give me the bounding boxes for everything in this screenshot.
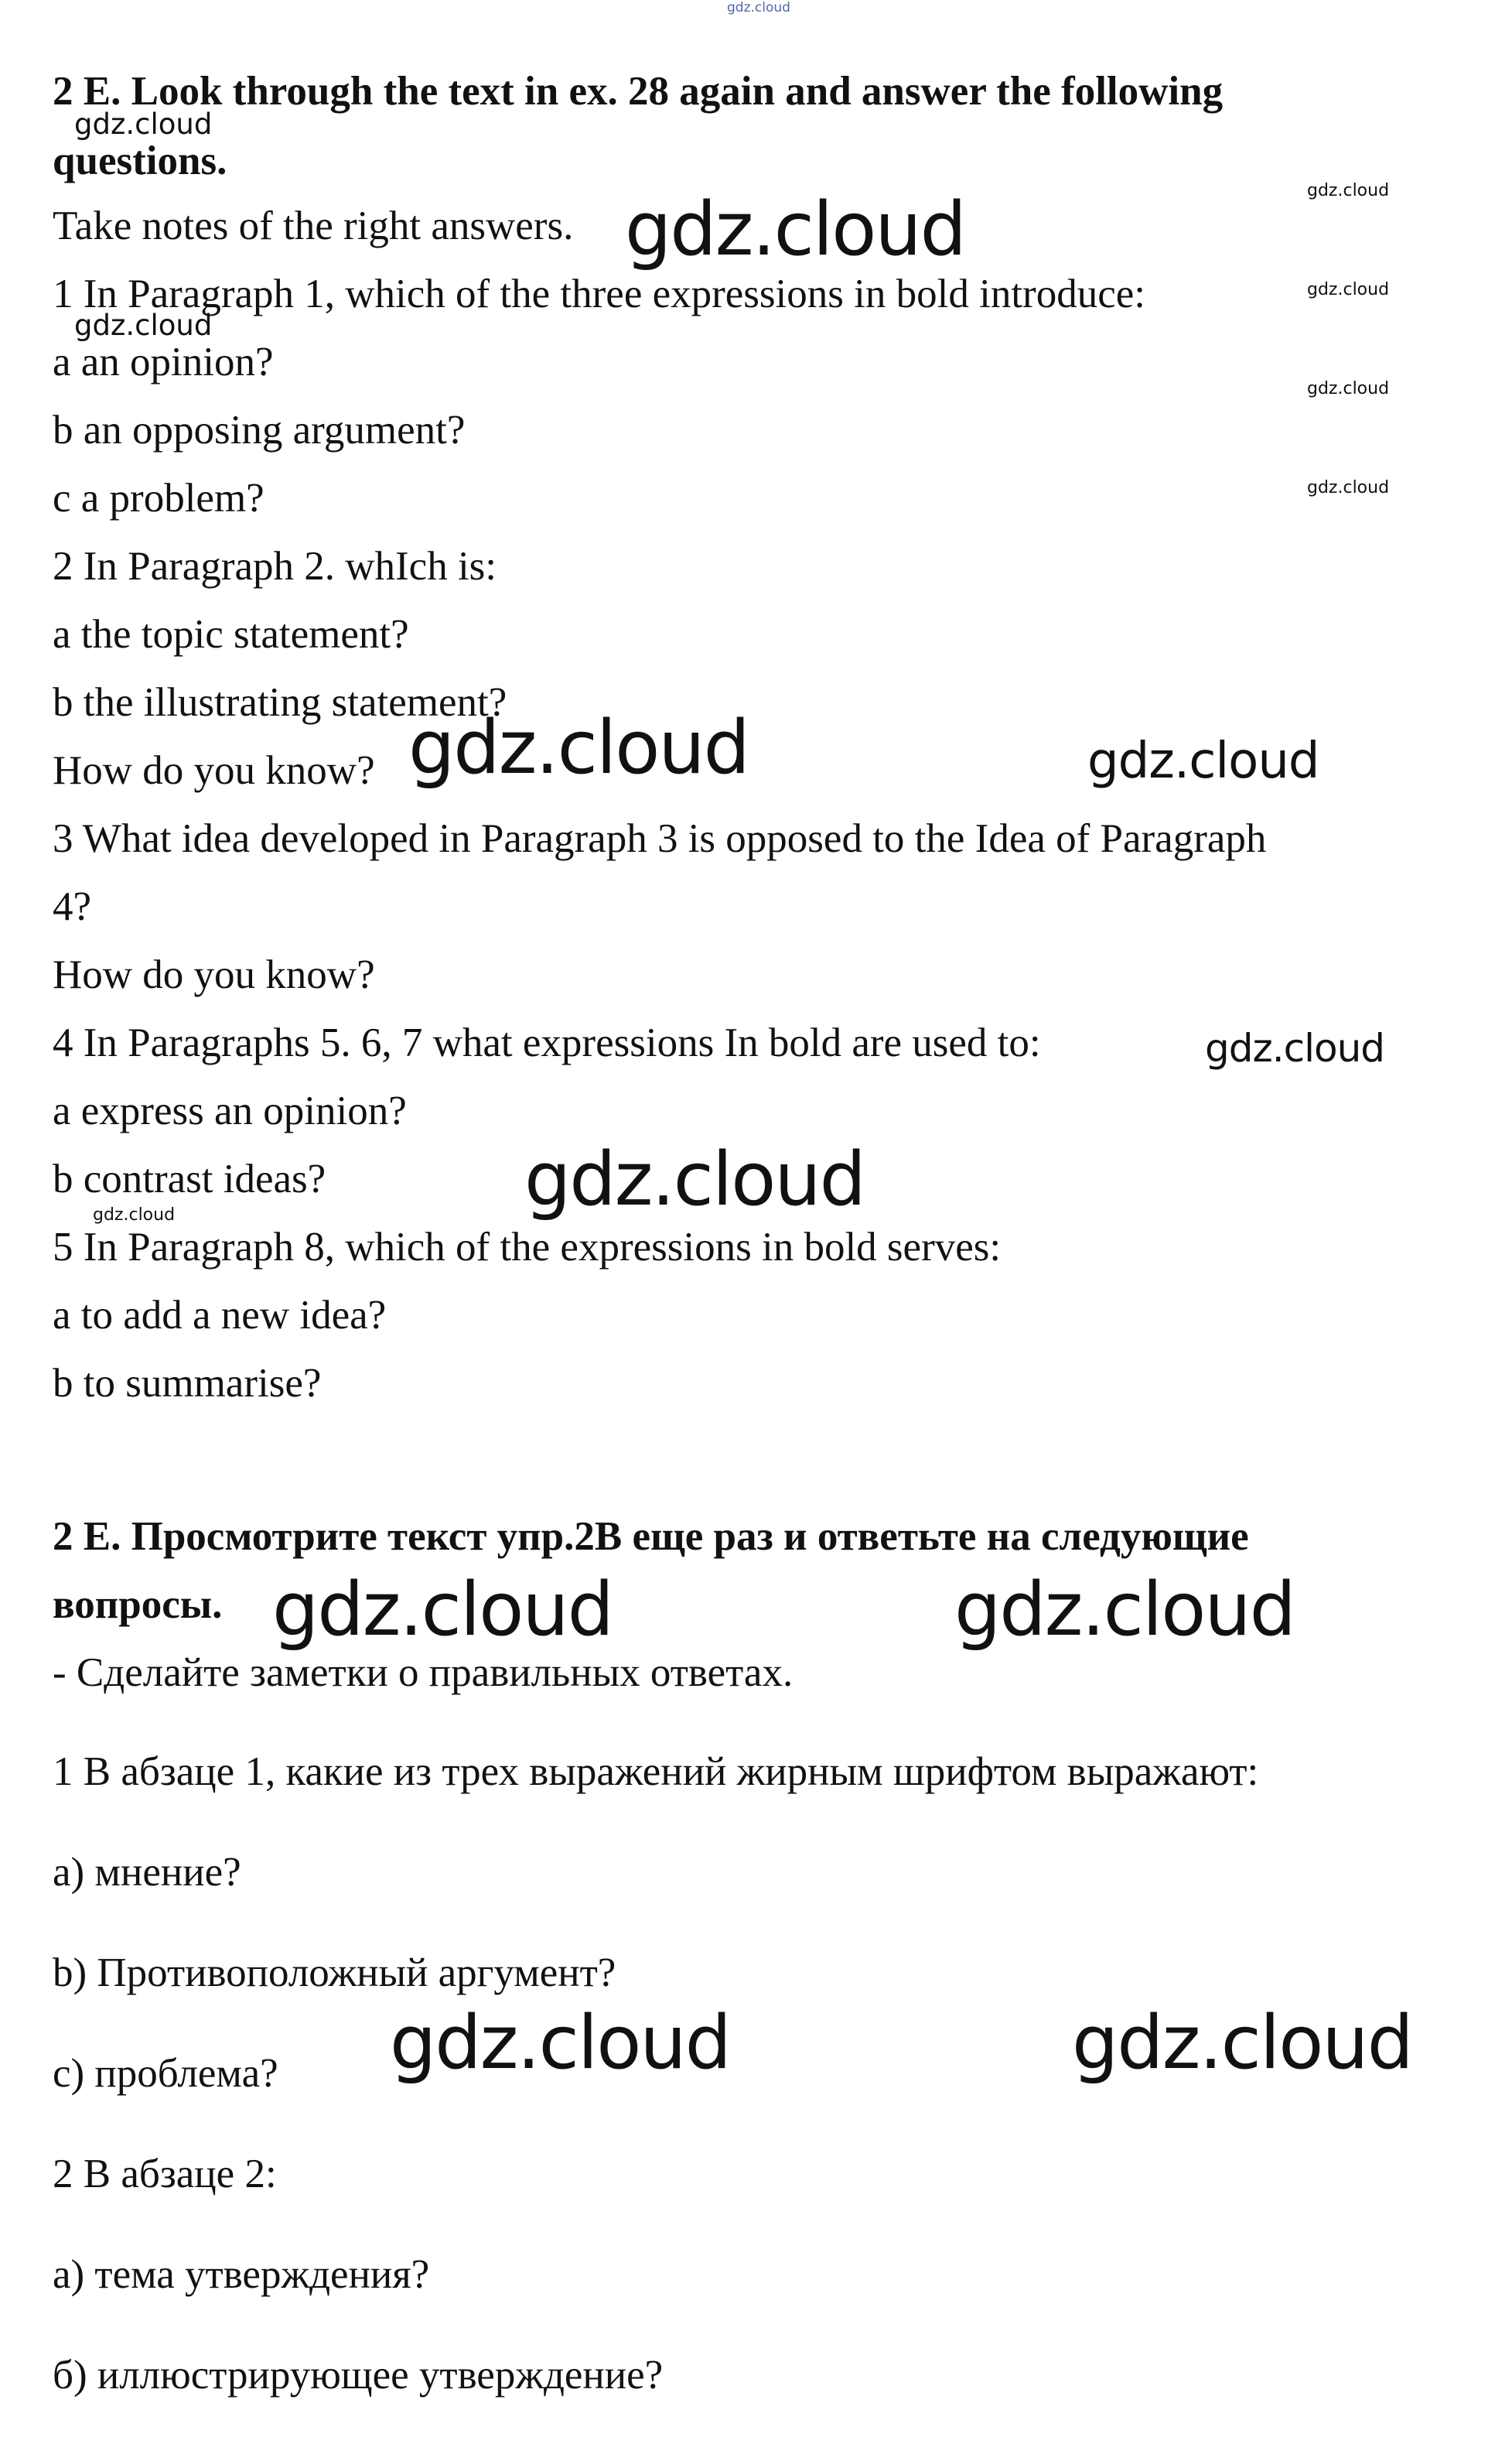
russian-line: 1 В абзаце 1, какие из трех выражений жирным шрифтом выражают: xyxy=(53,1749,1259,1794)
watermark: gdz.cloud xyxy=(1307,478,1390,497)
english-line: How do you know? xyxy=(53,952,375,997)
watermark: gdz.cloud xyxy=(74,309,213,342)
english-line: How do you know? xyxy=(53,748,375,793)
russian-line: а) тема утверждения? xyxy=(53,2252,430,2297)
watermark: gdz.cloud xyxy=(1205,1026,1385,1071)
english-line: a an opinion? xyxy=(53,340,274,385)
watermark: gdz.cloud xyxy=(1072,2001,1412,2086)
watermark: gdz.cloud xyxy=(1307,379,1390,398)
russian-heading-line-2: вопросы. xyxy=(53,1582,223,1627)
russian-heading-line-1: 2 E. Просмотрите текст упр.2В еще раз и ответьте на следующие xyxy=(53,1514,1249,1559)
watermark: gdz.cloud xyxy=(408,706,749,791)
english-line: a express an opinion? xyxy=(53,1089,407,1133)
english-line: 4 In Paragraphs 5. 6, 7 what expressions In bold are used to: xyxy=(53,1020,1041,1065)
english-line: a the topic statement? xyxy=(53,612,409,657)
watermark: gdz.cloud xyxy=(74,108,213,141)
english-heading-line-1: 2 E. Look through the text in ex. 28 again and answer the following xyxy=(53,69,1224,114)
watermark: gdz.cloud xyxy=(954,1567,1295,1653)
english-line: 2 In Paragraph 2. whIch is: xyxy=(53,544,497,589)
watermark-top: gdz.cloud xyxy=(727,0,790,15)
english-heading-line-2: questions. xyxy=(53,138,227,183)
watermark: gdz.cloud xyxy=(93,1205,176,1225)
english-line: Take notes of the right answers. xyxy=(53,203,574,248)
russian-line: с) проблема? xyxy=(53,2051,278,2096)
watermark: gdz.cloud xyxy=(524,1137,865,1222)
russian-line: 2 В абзаце 2: xyxy=(53,2152,277,2196)
english-line: b to summarise? xyxy=(53,1361,322,1406)
russian-line: b) Противоположный аргумент? xyxy=(53,1950,616,1995)
english-line: b contrast ideas? xyxy=(53,1157,326,1201)
watermark: gdz.cloud xyxy=(1307,181,1390,200)
watermark: gdz.cloud xyxy=(625,187,965,272)
watermark: gdz.cloud xyxy=(1087,733,1319,790)
watermark: gdz.cloud xyxy=(1307,280,1390,299)
russian-line: б) иллюстрирующее утверждение? xyxy=(53,2353,664,2398)
english-line: 5 In Paragraph 8, which of the expressions in bold serves: xyxy=(53,1225,1002,1270)
english-line: 3 What idea developed in Paragraph 3 is opposed to the Idea of Paragraph xyxy=(53,816,1267,861)
russian-line: а) мнение? xyxy=(53,1850,241,1895)
watermark: gdz.cloud xyxy=(272,1567,613,1653)
english-line: 1 In Paragraph 1, which of the three expressions in bold introduce: xyxy=(53,272,1145,316)
english-line: b the illustrating statement? xyxy=(53,680,507,725)
english-line: 4? xyxy=(53,884,92,929)
watermark: gdz.cloud xyxy=(390,2001,730,2086)
english-line: a to add a new idea? xyxy=(53,1293,387,1338)
english-line: b an opposing argument? xyxy=(53,408,466,453)
russian-line: - Сделайте заметки о правильных ответах. xyxy=(53,1650,794,1695)
english-line: c a problem? xyxy=(53,476,265,521)
